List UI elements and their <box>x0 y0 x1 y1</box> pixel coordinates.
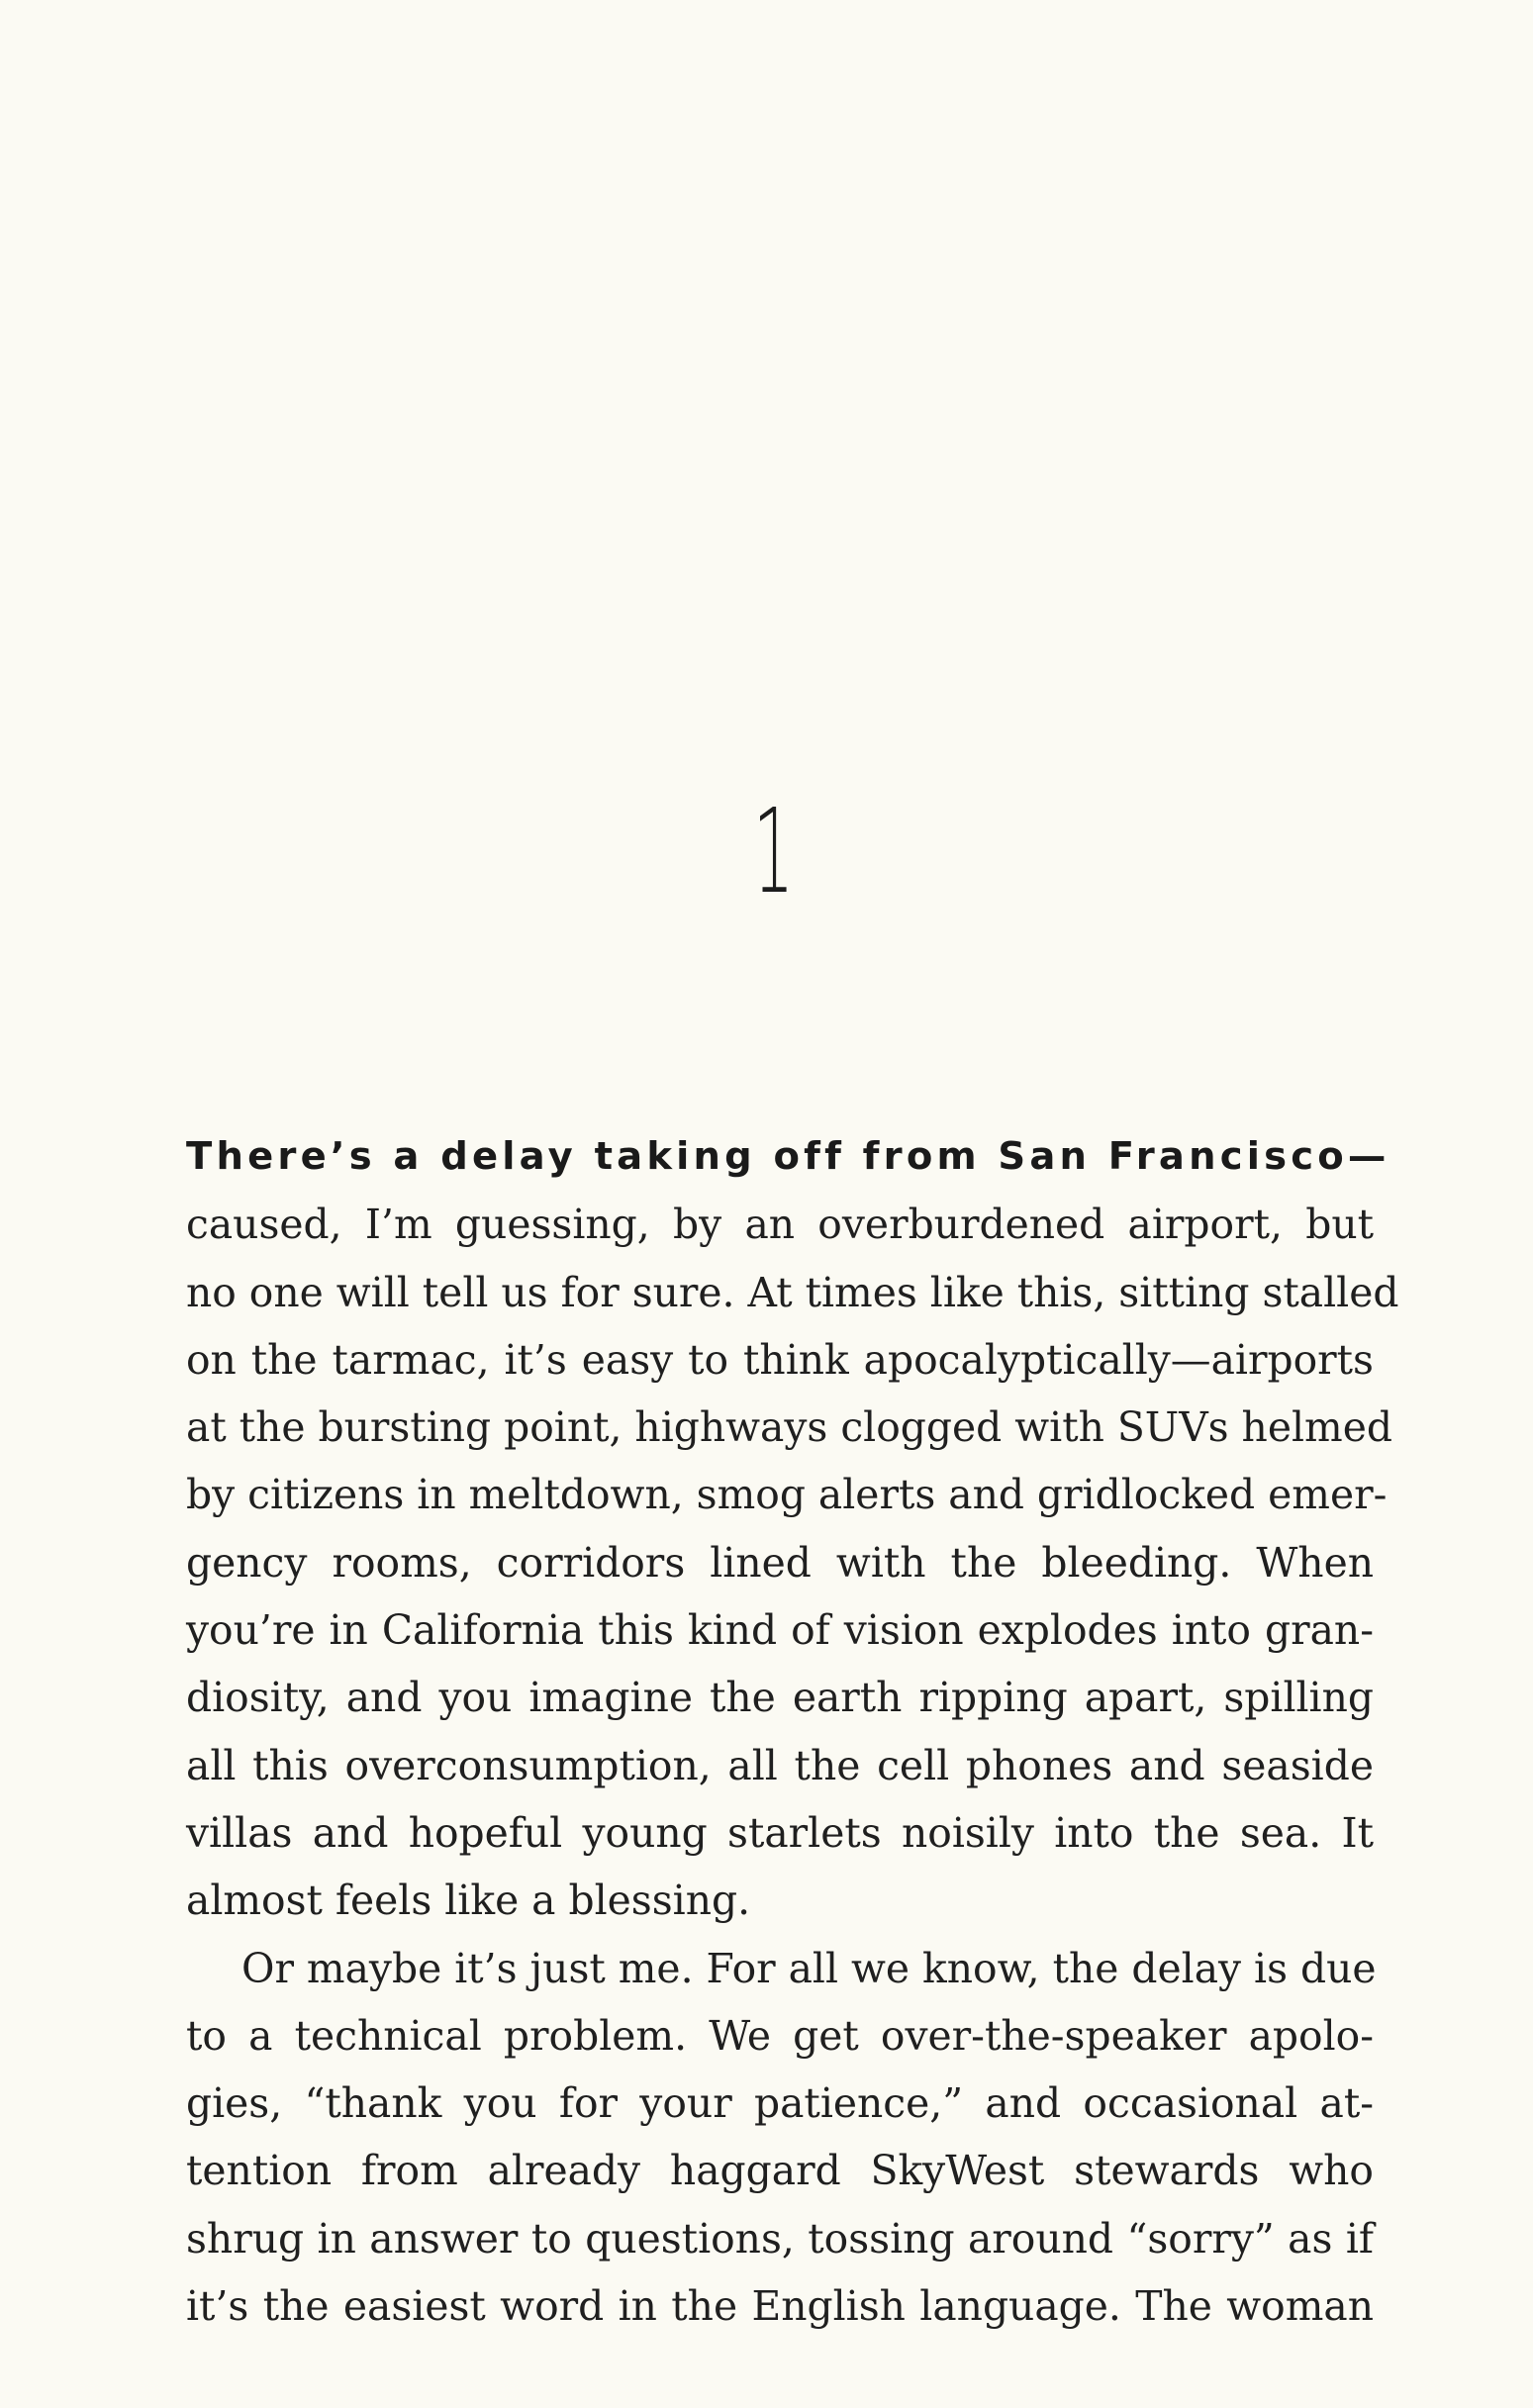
text-line: shrug in answer to questions, tossing around “sorry” as if <box>186 2214 1374 2263</box>
text-line: no one will tell us for sure. At times like this, sitting stalled <box>186 1268 1399 1316</box>
text-line: you’re in California this kind of vision explodes into gran- <box>186 1606 1374 1655</box>
text-line: gency rooms, corridors lined with the bleeding. When <box>186 1538 1374 1587</box>
text-line: diosity, and you imagine the earth ripping apart, spilling <box>186 1674 1374 1722</box>
chapter-number: 1 <box>752 783 795 919</box>
text-line: Or maybe it’s just me. For all we know, the delay is due <box>241 1944 1377 1992</box>
text-line: at the bursting point, highways clogged with SUVs helmed <box>186 1403 1392 1452</box>
text-line: almost feels like a blessing. <box>186 1877 751 1925</box>
body-text <box>186 1123 1399 2340</box>
paragraph <box>186 1123 1399 1935</box>
text-line: gies, “thank you for your patience,” and occasional at- <box>186 2079 1374 2128</box>
paragraph <box>186 1935 1377 2341</box>
text-line: it’s the easiest word in the English language. The woman <box>186 2282 1374 2331</box>
opening-line: There’s a delay taking off from San Francisco— <box>186 1134 1390 1179</box>
text-line: on the tarmac, it’s easy to think apocalyptically—airports <box>186 1335 1374 1384</box>
text-line: all this overconsumption, all the cell phones and seaside <box>186 1741 1374 1789</box>
text-line: tention from already haggard SkyWest stewards who <box>186 2147 1374 2195</box>
text-line: caused, I’m guessing, by an overburdened airport, but <box>186 1201 1374 1249</box>
text-line: villas and hopeful young starlets noisily into the sea. It <box>186 1808 1374 1857</box>
text-line: by citizens in meltdown, smog alerts and gridlocked emer- <box>186 1471 1388 1519</box>
text-line: to a technical problem. We get over-the-speaker apolo- <box>186 2011 1374 2060</box>
